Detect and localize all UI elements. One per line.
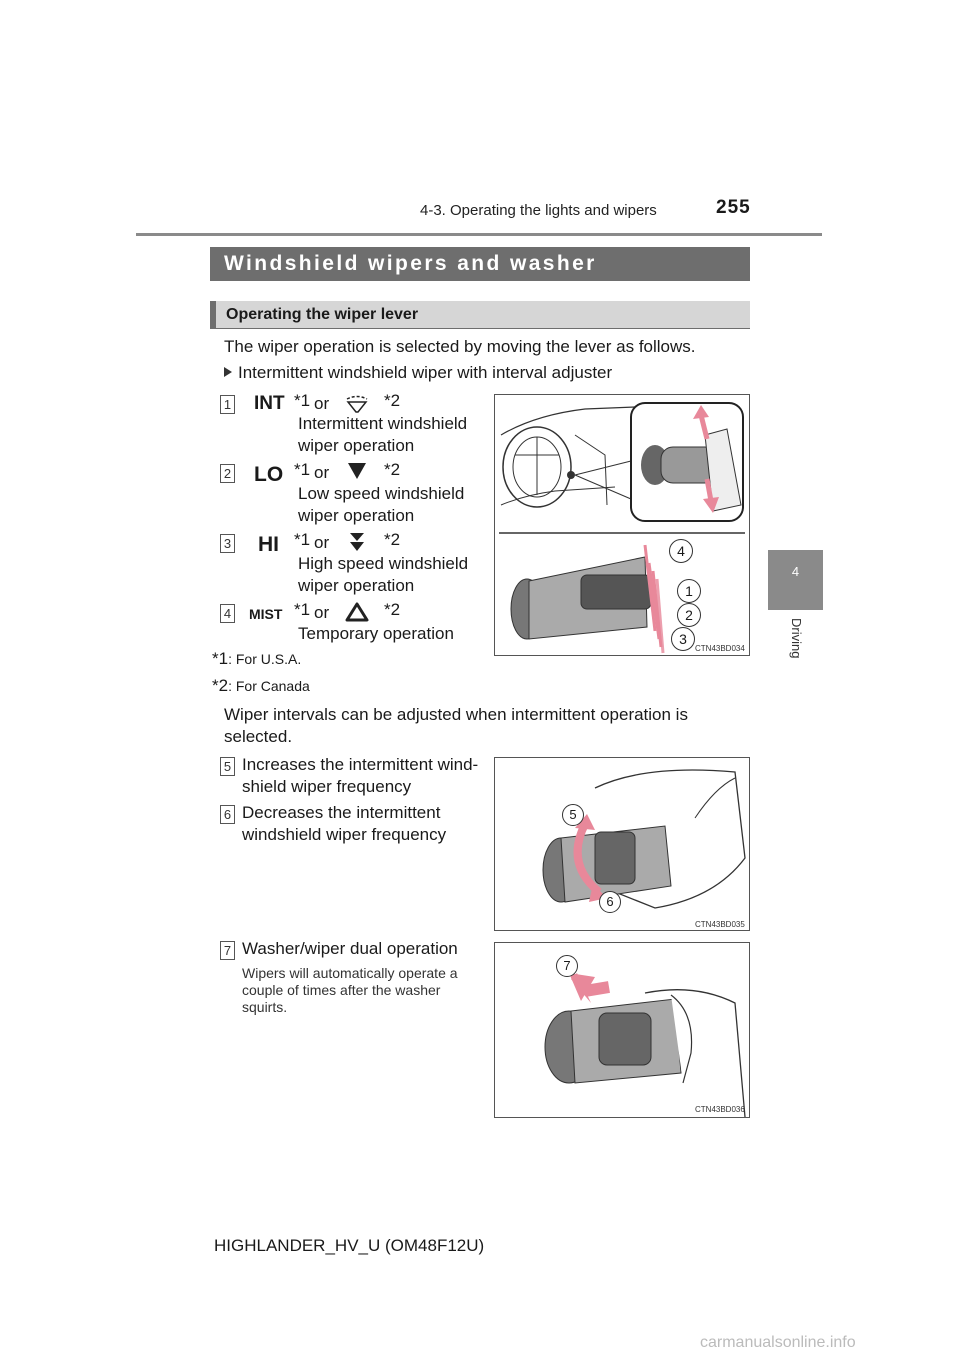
page-number: 255 [716, 197, 751, 218]
washer-note-line2: couple of times after the washer [242, 982, 441, 998]
footnote-2: *2: For Canada [212, 676, 310, 695]
lo-label: LO [254, 463, 284, 486]
position-1-ast2: *2 [384, 391, 401, 410]
callout-3: 3 [220, 534, 235, 553]
position-2-or: or [314, 463, 330, 482]
side-tab-label-box [768, 612, 823, 672]
figure-washer-operation [494, 942, 750, 1118]
callout-2: 2 [220, 464, 235, 483]
section-title: Windshield wipers and washer [210, 247, 750, 281]
position-4-desc1: Temporary operation [298, 624, 454, 643]
interval-text-line2: selected. [224, 727, 293, 746]
position-3-or: or [314, 533, 330, 552]
figure-callout-7: 7 [556, 955, 578, 977]
figure-callout-2: 2 [677, 603, 701, 627]
chapter-heading: 4-3. Operating the lights and wipers [420, 202, 657, 219]
header-rule [136, 233, 822, 236]
figure-1-code: CTN43BD034 [695, 644, 745, 653]
watermark: carmanualsonline.info [700, 1334, 856, 1351]
figure-interval-adjuster [494, 757, 750, 931]
position-2-ast2: *2 [384, 460, 401, 479]
position-2-desc1: Low speed windshield [298, 484, 465, 503]
bullet-item [224, 362, 612, 384]
position-1-desc2: wiper operation [298, 436, 415, 455]
mist-icon [344, 601, 370, 623]
position-3-ast1: *1 [294, 530, 311, 549]
high-speed-icon [348, 531, 366, 553]
side-tab-label: Driving [789, 618, 804, 659]
callout-1: 1 [220, 395, 235, 414]
figure-3-code: CTN43BD036 [695, 1105, 745, 1114]
figure-callout-5: 5 [562, 804, 584, 826]
side-tab-number: 4 [791, 564, 800, 579]
mist-label: MIST [249, 606, 283, 622]
callout-6: 6 [220, 805, 235, 824]
figure-callout-6: 6 [599, 891, 621, 913]
item-5-line2: shield wiper frequency [242, 777, 412, 796]
bullet-text: Intermittent windshield wiper with interval adjuster [238, 363, 613, 382]
figure-2-code: CTN43BD035 [695, 920, 745, 929]
low-speed-icon [346, 461, 368, 481]
callout-4: 4 [220, 604, 235, 623]
washer-note-line3: squirts. [242, 999, 288, 1015]
position-3-ast2: *2 [384, 530, 401, 549]
position-4-ast1: *1 [294, 600, 311, 619]
chapter-side-tab[interactable] [768, 550, 823, 610]
int-label: INT [254, 393, 285, 414]
figure-1-drawing [495, 395, 749, 655]
figure-callout-1: 1 [677, 579, 701, 603]
position-1-desc1: Intermittent windshield [298, 414, 468, 433]
figure-wiper-lever-positions [494, 394, 750, 656]
position-2-desc2: wiper operation [298, 506, 415, 525]
position-4-ast2: *2 [384, 600, 401, 619]
figure-3-drawing [495, 943, 749, 1117]
item-5-line1: Increases the intermittent wind- [242, 755, 479, 774]
position-3-desc1: High speed windshield [298, 554, 469, 573]
position-4-or: or [314, 603, 330, 622]
subsection-title: Operating the wiper lever [210, 301, 750, 329]
washer-note-line1: Wipers will automatically operate a [242, 965, 458, 981]
item-6-line2: windshield wiper frequency [242, 825, 447, 844]
footnote-1: *1: For U.S.A. [212, 649, 302, 668]
position-3-desc2: wiper operation [298, 576, 415, 595]
interval-text-line1: Wiper intervals can be adjusted when intermittent operation is [224, 705, 688, 724]
bullet-triangle-icon [224, 367, 232, 377]
item-7-line1: Washer/wiper dual operation [242, 939, 458, 958]
position-2-ast1: *1 [294, 460, 311, 479]
callout-7: 7 [220, 941, 235, 960]
document-code: HIGHLANDER_HV_U (OM48F12U) [214, 1236, 485, 1255]
position-1-or: or [314, 394, 330, 413]
intermittent-wiper-icon [344, 393, 370, 415]
position-1-ast1: *1 [294, 391, 311, 410]
hi-label: HI [258, 533, 279, 556]
callout-5: 5 [220, 757, 235, 776]
item-6-line1: Decreases the intermittent [242, 803, 441, 822]
figure-callout-3: 3 [671, 627, 695, 651]
figure-2-drawing [495, 758, 749, 930]
figure-callout-4: 4 [669, 539, 693, 563]
intro-text: The wiper operation is selected by moving the lever as follows. [224, 337, 696, 356]
